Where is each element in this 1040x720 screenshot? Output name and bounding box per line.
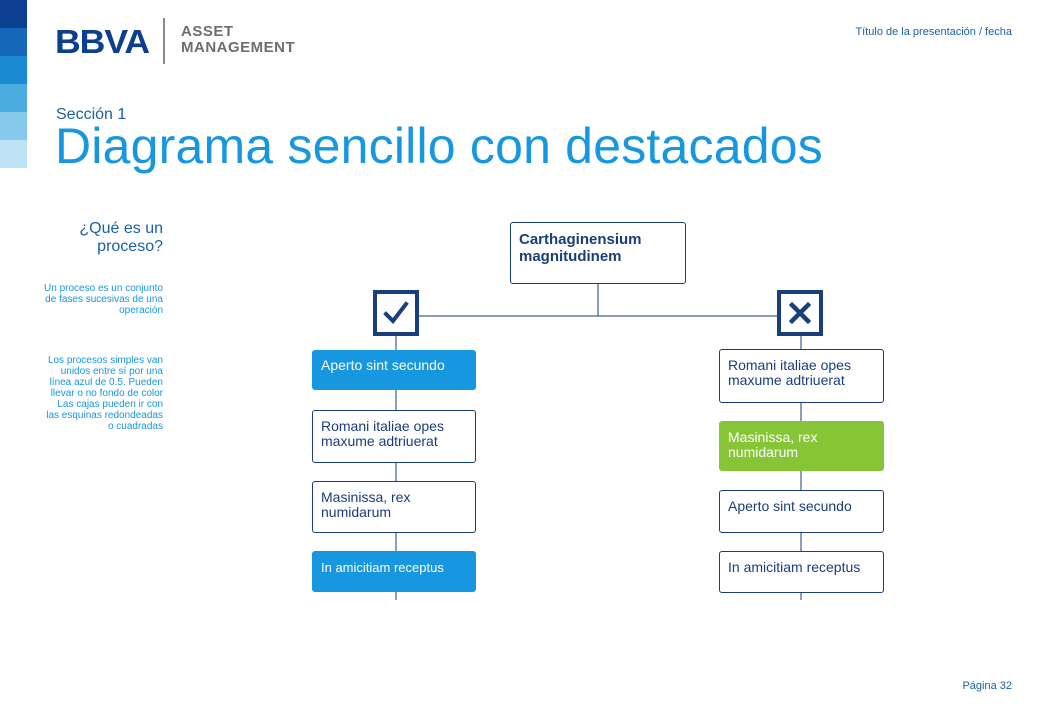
sidebar-paragraph-1: Un proceso es un conjunto de fases sucesivas de una operación — [44, 283, 163, 316]
strip-segment — [0, 84, 27, 112]
sidebar-question: ¿Qué es un proceso? — [79, 220, 163, 255]
right-step-2-label: Masinissa, rex numidarum — [728, 429, 818, 460]
page-number: Página 32 — [962, 680, 1012, 692]
asset-management-logo — [181, 24, 295, 56]
left-step-2-label: Romani italiae opes maxume adtriuerat — [321, 418, 444, 449]
root-node — [510, 222, 686, 284]
section-label: Sección 1 — [56, 106, 127, 123]
left-step-3-label: Masinissa, rex numidarum — [321, 489, 411, 520]
strip-segment — [0, 0, 27, 28]
root-node-label: Carthaginensium magnitudinem — [519, 231, 642, 265]
right-step-1 — [719, 349, 884, 403]
left-step-4-label: In amicitiam receptus — [321, 560, 444, 575]
brand-line-1: ASSET — [181, 23, 234, 40]
page-title: Diagrama sencillo con destacados — [55, 118, 823, 174]
brand-line-2: MANAGEMENT — [181, 39, 296, 56]
left-step-2 — [312, 410, 476, 463]
presentation-title: Título de la presentación / fecha — [855, 26, 1012, 38]
right-step-3-label: Aperto sint secundo — [728, 498, 852, 514]
sidebar-paragraph-2: Los procesos simples van unidos entre sí por una línea azul de 0.5. Pueden llevar o no fondo de color Las cajas pueden ir con las esquinas redondeadas o cuadradas — [46, 355, 163, 432]
strip-segment — [0, 28, 27, 56]
bbva-logo: BBVA — [55, 23, 150, 60]
check-icon-box — [373, 290, 419, 336]
cross-icon — [785, 298, 815, 328]
left-step-3 — [312, 481, 476, 533]
cross-icon-box — [777, 290, 823, 336]
left-step-4 — [312, 551, 476, 592]
strip-segment — [0, 140, 27, 168]
right-step-2 — [719, 421, 884, 471]
right-step-4 — [719, 551, 884, 593]
left-step-1-label: Aperto sint secundo — [321, 357, 445, 373]
strip-segment — [0, 56, 27, 84]
strip-segment — [0, 112, 27, 140]
right-step-4-label: In amicitiam receptus — [728, 559, 861, 575]
check-icon — [381, 298, 411, 328]
right-step-3 — [719, 490, 884, 533]
logo-divider — [163, 18, 165, 64]
right-step-1-label: Romani italiae opes maxume adtriuerat — [728, 357, 851, 388]
left-step-1 — [312, 350, 476, 390]
